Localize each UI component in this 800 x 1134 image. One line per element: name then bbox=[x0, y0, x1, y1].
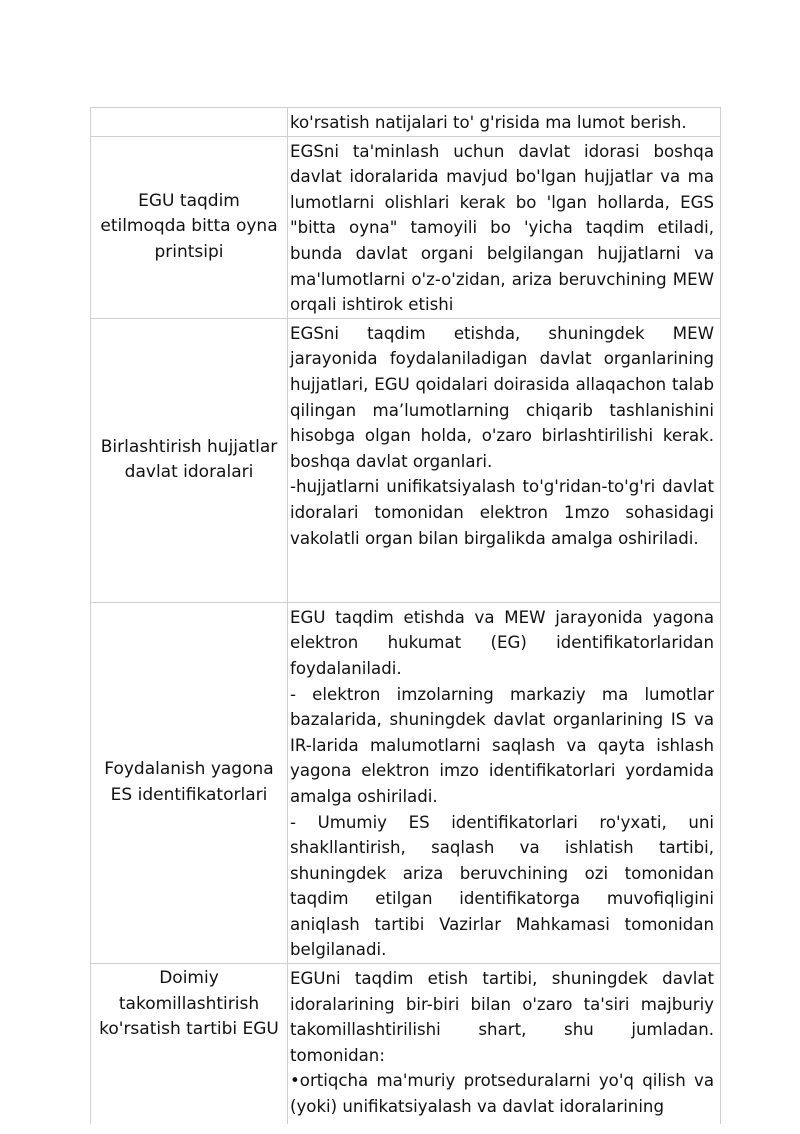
row-label: Doimiy takomillashtirish ko'rsatish tartibi EGU bbox=[91, 964, 288, 1124]
row-paragraph: EGU taqdim etishda va MEW jarayonida yagona elektron hukumat (EG) identifikatorlaridan foydalaniladi. bbox=[290, 607, 714, 678]
table-row bbox=[91, 108, 721, 137]
row-paragraph: ko'rsatish natijalari to' g'risida ma lumot berish. bbox=[290, 113, 687, 132]
table-row bbox=[91, 136, 721, 318]
row-label: Foydalanish yagona ES identifikatorlari bbox=[91, 602, 288, 963]
row-label: EGU taqdim etilmoqda bitta oyna printsipi bbox=[91, 136, 288, 318]
row-paragraph: - elektron imzolarning markaziy ma lumotlar bazalarida, shuningdek davlat organlarining IS va IR-larida malumotlarni saqlash va qayta ishlash yagona elektron imzo identifikatorlari yordamida amalga oshiriladi. bbox=[290, 684, 714, 806]
principles-table bbox=[90, 107, 721, 1124]
row-description bbox=[288, 136, 721, 318]
row-label bbox=[91, 108, 288, 137]
table-row bbox=[91, 964, 721, 1124]
row-description bbox=[288, 964, 721, 1124]
row-description bbox=[288, 318, 721, 602]
row-paragraph: •ortiqcha ma'muriy protseduralarni yo'q qilish va (yoki) unifikatsiyalash va davlat idoralarining bbox=[290, 1071, 714, 1117]
row-paragraph: EGSni taqdim etishda, shuningdek MEW jarayonida foydalaniladigan davlat organlarining hujjatlari, EGU qoidalari doirasida allaqachon talab qilingan ma’lumotlarning chiqarib tashlanishini hisobga olgan holda, o'zaro birlashtirilishi kerak. boshqa davlat organlari. bbox=[290, 323, 714, 471]
row-label: Birlashtirish hujjatlar davlat idoralari bbox=[91, 318, 288, 602]
row-paragraph: EGUni taqdim etish tartibi, shuningdek davlat idoralarining bir-biri bilan o'zaro ta'siri majburiy takomillashtirilishi shart, shu jumladan. tomonidan: bbox=[290, 969, 714, 1065]
table-row bbox=[91, 318, 721, 602]
row-description bbox=[288, 108, 721, 137]
row-paragraph: EGSni ta'minlash uchun davlat idorasi boshqa davlat idoralarida mavjud bo'lgan hujjatlar va ma lumotlarni olishlari kerak bo 'lgan hollarda, EGS "bitta oyna" tamoyili bo 'yicha taqdim etiladi, bunda davlat organi belgilangan hujjatlarni va ma'lumotlarni o'z-o'zidan, ariza beruvchining MEW orqali ishtirok etishi bbox=[290, 141, 714, 315]
row-paragraph: -hujjatlarni unifikatsiyalash to'g'ridan-to'g'ri davlat idoralari tomonidan elektron 1mzo sohasidagi vakolatli organ bilan birgalikda amalga oshiriladi. bbox=[290, 477, 714, 548]
row-description bbox=[288, 602, 721, 963]
row-paragraph: - Umumiy ES identifikatorlari ro'yxati, uni shakllantirish, saqlash va ishlatish tartibi, shuningdek ariza beruvchining ozi tomonidan taqdim etilgan identifikatorga muvofiqligini aniqlash tartibi Vazirlar Mahkamasi tomonidan belgilanadi. bbox=[290, 812, 714, 960]
table-row bbox=[91, 602, 721, 963]
